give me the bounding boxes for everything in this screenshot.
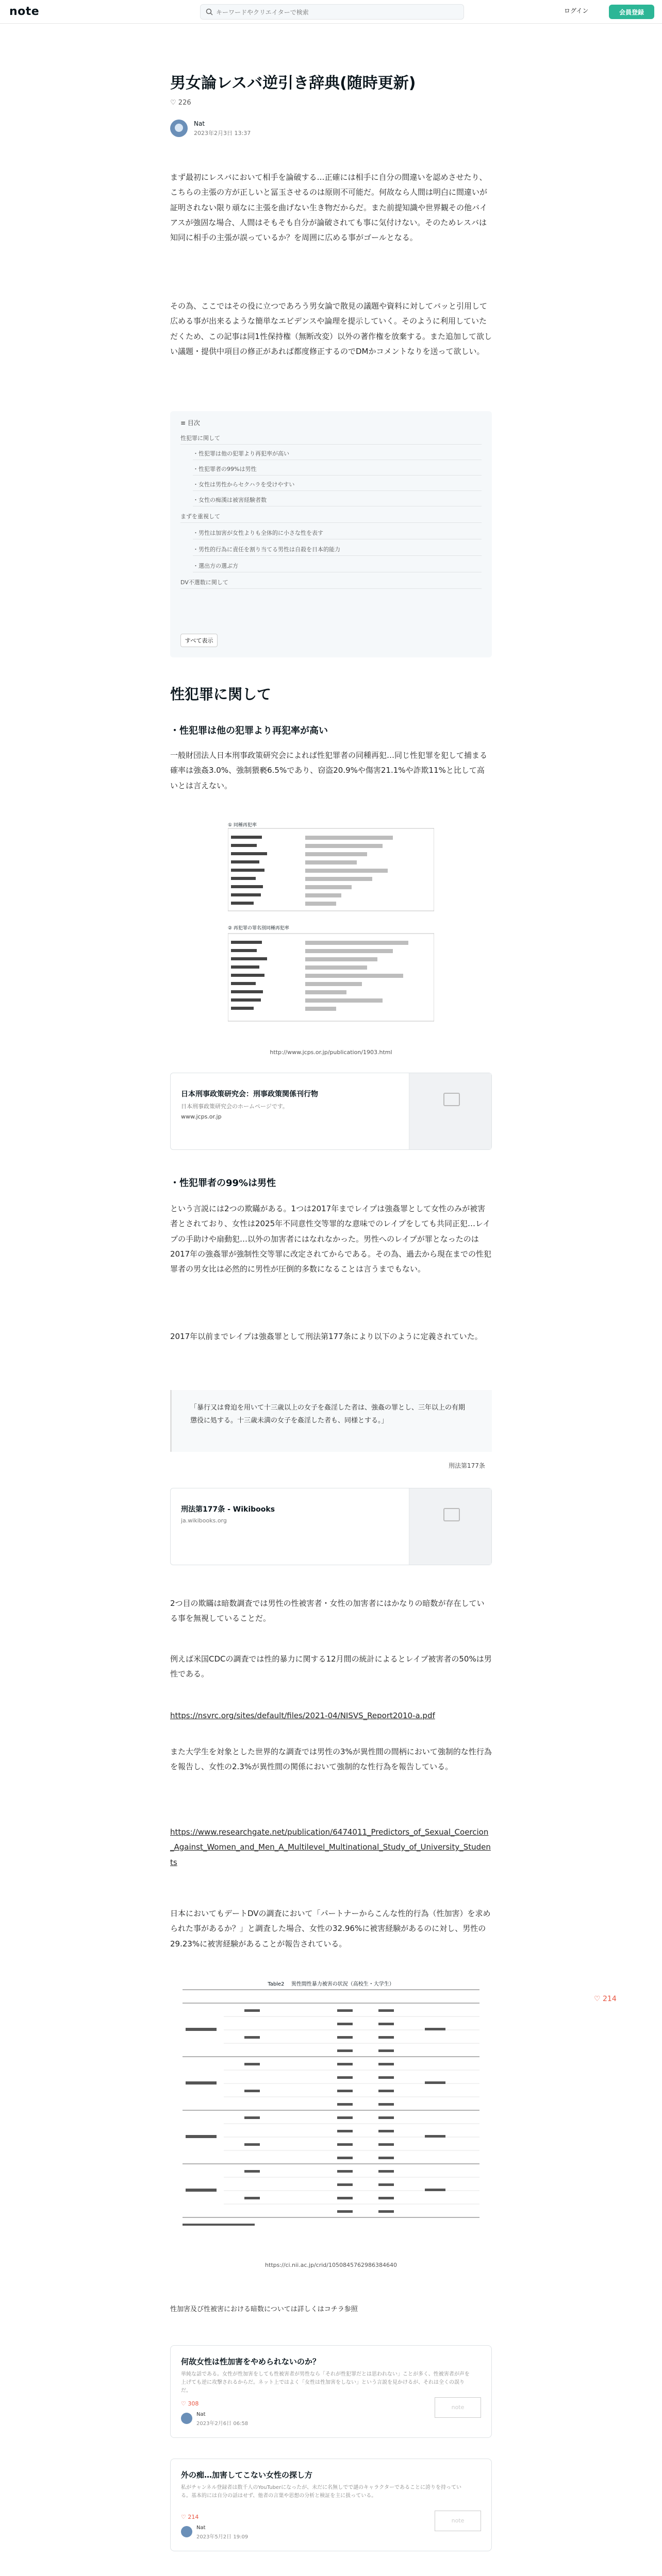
image-placeholder-icon bbox=[409, 1073, 491, 1149]
note-card-title: 外の痴…加害してこない女性の探し方 bbox=[181, 2470, 313, 2480]
embedded-note-card[interactable] bbox=[170, 2459, 492, 2551]
search-icon bbox=[206, 8, 213, 15]
signup-button[interactable]: 会員登録 bbox=[609, 5, 654, 19]
paragraph: 性加害及び性被害における暗数については詳しくはコチラ参照 bbox=[170, 2306, 358, 2313]
image-placeholder-icon bbox=[409, 1488, 491, 1565]
paragraph: 一般財団法人日本刑事政策研究会によれば性犯罪者の同種再犯…同じ性犯罪を犯して捕まる確率は強姦3.0%、強制猥褻6.5%であり、窃盗20.9%や傷害21.1%や詐欺11%と比して高いとは言えない。 bbox=[170, 751, 488, 790]
heart-icon: ♡ bbox=[181, 2400, 188, 2407]
dating-violence-table-image bbox=[183, 1989, 479, 2246]
search-box[interactable] bbox=[200, 4, 464, 20]
site-header bbox=[0, 0, 662, 24]
table-of-contents bbox=[170, 411, 492, 657]
toc-item[interactable]: ・性犯罪者の99%は男性 bbox=[193, 464, 482, 476]
note-card-date: 2023年2月6日 06:58 bbox=[196, 2421, 249, 2427]
side-like-count: 214 bbox=[603, 1995, 617, 2003]
avatar bbox=[181, 2526, 192, 2537]
toc-item[interactable]: 性犯罪に関して bbox=[180, 433, 482, 445]
heart-icon: ♡ bbox=[181, 2514, 188, 2520]
link-card-url: ja.wikibooks.org bbox=[181, 1517, 227, 1524]
link-card-title: 日本刑事政策研究会：刑事政策関係刊行物 bbox=[181, 1090, 318, 1098]
figure-caption: http://www.jcps.or.jp/publication/1903.html bbox=[270, 1049, 392, 1056]
toc-item[interactable]: ・女性は男性からセクハラを受けやすい bbox=[193, 479, 482, 491]
toc-item[interactable]: DV不選数に関して bbox=[180, 577, 482, 589]
figure-caption: https://ci.nii.ac.jp/crid/1050845762986384640 bbox=[265, 2262, 397, 2268]
toc-item[interactable]: ・選出方の選ぶ方 bbox=[193, 561, 482, 572]
article-title: 男女論レスバ逆引き辞典(随時更新) bbox=[170, 74, 416, 92]
note-card-likes: ♡ 308 bbox=[181, 2400, 199, 2407]
external-link[interactable]: https://www.researchgate.net/publication/6474011_Predictors_of_Sexual_Coercion_Against_Women_and_Men_A_Multilevel_Multinational_Study_of_University_Students bbox=[170, 1827, 491, 1867]
quote-source: 刑法第177条 bbox=[449, 1462, 485, 1469]
paragraph: また大学生を対象とした世界的な調査では男性の3%が異性間の間柄において強制的な性行為を報告し、女性の2.3%が異性間の関係において強制的な性行為を報告している。 bbox=[170, 1747, 492, 1772]
avatar[interactable] bbox=[170, 120, 188, 137]
paragraph: 2つ目の欺瞞は暗数調査では男性の性被害者・女性の加害者にはかなりの暗数が存在している事を無視していることだ。 bbox=[170, 1599, 485, 1623]
heart-icon: ♡ bbox=[170, 99, 176, 107]
embedded-note-card[interactable] bbox=[170, 2345, 492, 2438]
toc-heading: ≡ 目次 bbox=[180, 419, 200, 427]
figure-title: Table2 異性間性暴力被害の状況（高校生・大学生） bbox=[268, 1981, 394, 1987]
toc-item[interactable]: ・性犯罪は他の犯罪より再犯率が高い bbox=[193, 448, 482, 460]
avatar bbox=[181, 2413, 192, 2424]
paragraph: 日本においてもデートDVの調査において「パートナーからこんな性的行為（性加害）を求められた事があるか？」と調査した場合、女性の32.96%に被害経験があるのに対し、男性の29.23%に被害経験があることが報告されている。 bbox=[170, 1909, 491, 1948]
heart-icon: ♡ bbox=[594, 1995, 601, 2003]
note-card-title: 何故女性は性加害をやめられないのか？ bbox=[181, 2357, 321, 2366]
paragraph: という言説には2つの欺瞞がある。1つは2017年までレイプは強姦罪として女性のみが被害者とされており、女性は2025年不同意性交等罪的な意味でのレイプをしても共同正犯…レイプの手助けや扇動犯…以外の加害者にはなれなかった。男性へのレイプが罪となったのは2017年の強姦罪が強制性交等罪に改定されてからである。その為、過去から現在までの性犯罪者の男女比は必然的に男性が圧倒的多数になることは言うまでもない。 bbox=[170, 1204, 492, 1274]
intro-paragraph-2: その為、ここではその役に立つであろう男女論で散見の議題や資料に対してバッと引用して広める事が出来るような簡単なエビデンスや論理を提示していく。そのように利用していただくため、この記事は同1性保持権（無断改変）以外の著作権を放棄する。また追加して欲しい議題・提供中項目の修正があれば都度修正するのでDMかコメントなりを送って欲しい。 bbox=[170, 301, 492, 356]
link-card[interactable] bbox=[170, 1073, 492, 1150]
note-logo[interactable]: note bbox=[9, 5, 40, 18]
publish-date: 2023年2月3日 13:37 bbox=[194, 130, 251, 137]
link-card-url: www.jcps.or.jp bbox=[181, 1113, 222, 1120]
toc-item[interactable]: ・女性の痴漢は被害経験者数 bbox=[193, 495, 482, 506]
intro-paragraph-1: まず最初にレスバにおいて相手を論破する…正確には相手に自分の間違いを認めさせたり、こちらの主張の方が正しいと冨玉させるのは原則不可能だ。何故なら人間は明白に間違いが証明されない限り頑なに主張を曲げない生き物だからだ。また前提知識や世界観その他バイアスが強固な場合、人間はそもそも自分が論破されても事に気付けない。そのためレスバは知同に相手の主張が誤っているか？を周囲に広める事がゴールとなる。 bbox=[170, 173, 488, 242]
list-icon: ≡ bbox=[180, 419, 188, 427]
article-like-count: 226 bbox=[178, 99, 191, 107]
paragraph: 例えば米国CDCの調査では性的暴力に関する12月間の統計によるとレイプ被害者の50%は男性である。 bbox=[170, 1654, 492, 1679]
note-card-description: 単純な話である。女性が性加害をしても性被害者が男性なら「それが性犯罪だとは思われない」ことが多く、性被害者が声を上げても逆に攻撃されるからだ。ネット上ではよく「女性は性加害をしない」という言説を見かけるが、それは全くの誤りだ。 bbox=[181, 2371, 470, 2394]
link-card-title: 刑法第177条 - Wikibooks bbox=[181, 1505, 275, 1514]
login-button[interactable]: ログイン bbox=[564, 7, 589, 14]
article-likes[interactable] bbox=[170, 99, 191, 107]
recidivism-figure[interactable] bbox=[228, 821, 434, 1027]
side-like-button[interactable] bbox=[594, 1995, 617, 2003]
toc-item[interactable]: まずを重視して bbox=[180, 511, 482, 523]
link-card-description: 日本刑事政策研究会のホームページです。 bbox=[181, 1103, 288, 1110]
paragraph: 2017年以前までレイプは強姦罪として刑法第177条により以下のように定義されていた。 bbox=[170, 1332, 483, 1341]
note-logo-icon: note bbox=[435, 2397, 481, 2418]
subsection-title: ・性犯罪者の99%は男性 bbox=[170, 1178, 276, 1189]
subsection-title: ・性犯罪は他の犯罪より再犯率が高い bbox=[170, 725, 328, 736]
note-card-date: 2023年5月2日 19:09 bbox=[196, 2534, 249, 2540]
external-link[interactable]: https://nsvrc.org/sites/default/files/2021-04/NISVS_Report2010-a.pdf bbox=[170, 1711, 435, 1720]
quote-text: 「暴行又は脅迫を用いて十三歳以上の女子を姦淫した者は、強姦の罪とし、三年以上の有期懲役に処する。十三歳未満の女子を姦淫した者も、同様とする。」 bbox=[190, 1404, 466, 1425]
note-card-description: 私がチャンネル登録者は数千人のYouTuberになったが、未だに名無しでで謎のキャラクターであることに誇りを持っている。基本的には自分の話はせず、他者の言葉や思想の分析と検証を主に扱っている。 bbox=[181, 2485, 461, 2499]
search-input[interactable] bbox=[216, 7, 458, 18]
note-card-author: Nat bbox=[196, 2412, 206, 2417]
blockquote bbox=[170, 1390, 492, 1452]
toc-item[interactable]: ・男性的行為に責任を割り当てる男性は自殺を日本的能力 bbox=[193, 544, 482, 556]
author-name[interactable]: Nat bbox=[194, 120, 205, 127]
figure-subtitle: ② 再犯罪の罪名別同種再犯率 bbox=[228, 926, 289, 931]
section-title: 性犯罪に関して bbox=[170, 686, 272, 703]
toc-expand-button[interactable]: すべて表示 bbox=[180, 634, 218, 647]
author-block[interactable] bbox=[170, 117, 376, 140]
note-card-likes: ♡ 214 bbox=[181, 2514, 199, 2520]
note-card-author: Nat bbox=[196, 2525, 206, 2531]
figure-subtitle: ① 同種再犯率 bbox=[228, 823, 257, 828]
note-logo-icon: note bbox=[435, 2511, 481, 2531]
dating-violence-table-figure[interactable] bbox=[183, 1979, 479, 2247]
link-card[interactable] bbox=[170, 1488, 492, 1565]
toc-item[interactable]: ・男性は加害が女性よりも全体的に小さな性を表す bbox=[193, 528, 482, 539]
